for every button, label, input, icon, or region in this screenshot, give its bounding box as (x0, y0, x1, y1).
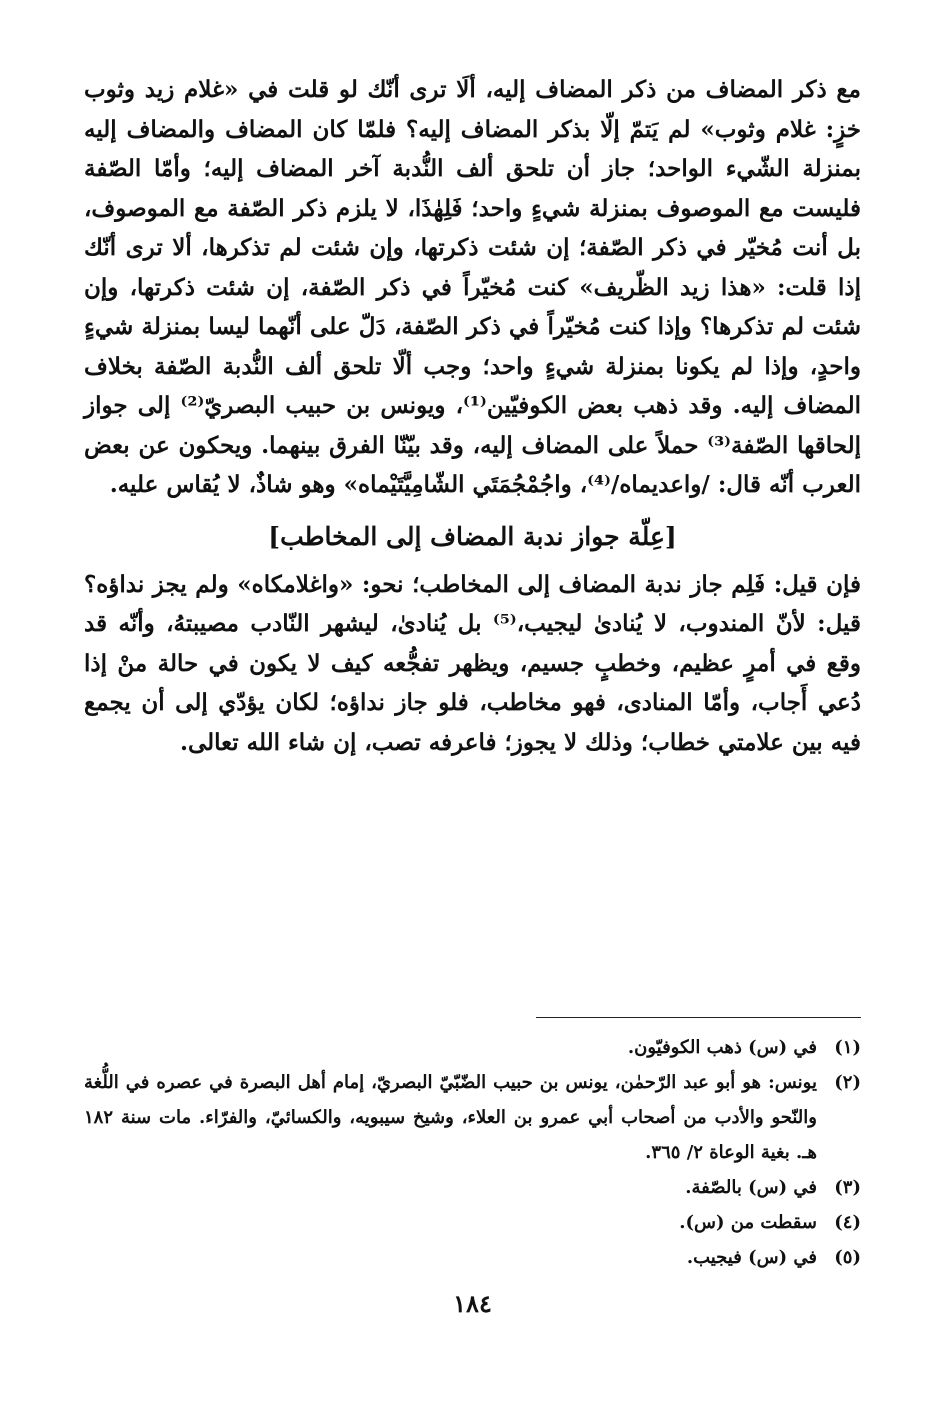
section-heading: [عِلّة جواز ندبة المضاف إلى المخاطب] (268, 521, 677, 551)
footnote-number: (٥) (834, 1247, 861, 1268)
footnote-item (84, 1065, 861, 1170)
footnote-item (84, 1240, 861, 1275)
footnote-number: (٢) (834, 1072, 861, 1093)
main-text (84, 70, 861, 762)
footnote-item (84, 1205, 861, 1240)
page-number: ١٨٤ (453, 1289, 492, 1318)
footnote-text: في (س) فيجيب. (686, 1247, 817, 1268)
footnote-divider (536, 1017, 861, 1018)
paragraph-2: فإن قيل: فَلِم جاز ندبة المضاف إلى المخاطب؛ نحو: «واغلامكاه» ولم يجز نداؤه؟ قيل: لأنّ المندوب، لا يُنادىٰ ليجيب،⁽⁵⁾ بل يُنادىٰ، ليشهر النّادب مصيبتهُ، وأنّه قد وقع في أمرٍ عظيم، وخطبٍ جسيم، ويظهر تفجُّعه كيف لا يكون في حالة منْ إذا دُعي أَجاب، وأمّا المنادى، فهو مخاطب، فلو جاز نداؤه؛ لكان يؤدّي إلى أن يجمع فيه بين علامتي خطاب؛ وذلك لا يجوز؛ فاعرفه تصب، إن شاء الله تعالى. (84, 570, 861, 756)
footnote-text: يونس: هو أبو عبد الرّحمٰن، يونس بن حبيب الضّبّيّ البصريّ، إمام أهل البصرة في عصره في اللُّغة والنّحو والأدب من أصحاب أبي عمرو بن العلاء، وشيخ سيبويه، والكسائيّ، والفرّاء. مات سنة ١٨٢ هـ. بغية الوعاة ٢/ ٣٦٥. (84, 1072, 817, 1163)
footnote-number: (٤) (834, 1212, 861, 1233)
footnote-number: (٣) (834, 1177, 861, 1198)
footnote-text: في (س) ذهب الكوفيّون. (627, 1037, 817, 1058)
paragraph-1: مع ذكر المضاف من ذكر المضاف إليه، ألَا ترى أنّك لو قلت في «غلام زيد وثوب خزٍ: غلام وثوب» لم يَتمّ إلّا بذكر المضاف إليه؟ فلمّا كان المضاف والمضاف إليه بمنزلة الشّيء الواحد؛ جاز أن تلحق ألف النُّدبة آخر المضاف إليه؛ وأمّا الصّفة فليست مع الموصوف بمنزلة شيءٍ واحد؛ فَلِهٰذَا، لا يلزم ذكر الصّفة مع الموصوف، بل أنت مُخيّر في ذكر الصّفة؛ إن شئت ذكرتها، وإن شئت لم تذكرها، ألا ترى أنّك إذا قلت: «هذا زيد الظّريف» كنت مُخيّراً في ذكر الصّفة، إن شئت ذكرتها، وإن شئت لم تذكرها؟ وإذا كنت مُخيّراً في ذكر الصّفة، دَلّ على أنّهما ليسا بمنزلة شيءٍ واحدٍ، وإذا لم يكونا بمنزلة شيءٍ واحد؛ وجب ألّا تلحق ألف النُّدبة الصّفة بخلاف المضاف إليه. وقد ذهب بعض الكوفيّين⁽¹⁾، ويونس بن حبيب البصريّ⁽²⁾ إلى جواز إلحاقها الصّفة⁽³⁾ حملاً على المضاف إليه، وقد بيّنّا الفرق بينهما. ويحكون عن بعض العرب أنّه قال: /واعديماه/⁽⁴⁾، واجُمْجُمَتَي الشّامِيَّتَيْماه» وهو شاذٌ، لا يُقاس عليه. (84, 76, 861, 498)
footnotes (84, 1030, 861, 1275)
footnote-text: سقطت من (س). (679, 1212, 817, 1233)
footnote-item (84, 1170, 861, 1205)
footnote-number: (١) (834, 1037, 861, 1058)
footnote-item (84, 1030, 861, 1065)
footnote-text: في (س) بالصّفة. (685, 1177, 817, 1198)
